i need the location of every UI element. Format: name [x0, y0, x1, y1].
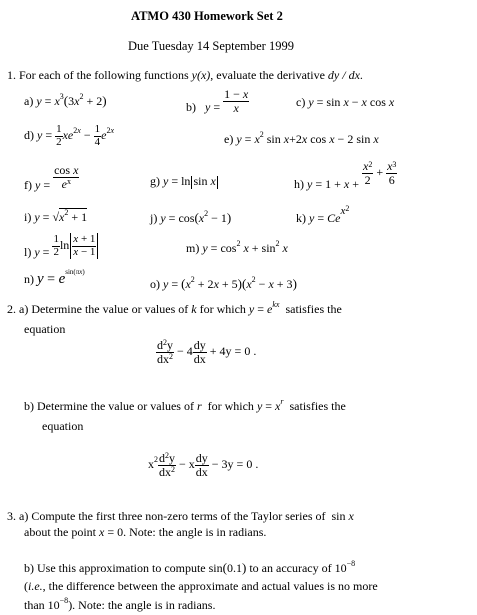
q1-func-symbol: y(x) — [191, 68, 211, 82]
q3a-line2: about the point x = 0. Note: the angle is in radians. — [24, 525, 267, 539]
q2b-text: b) Determine the value or values of r for which $y = x^r$ satisfies the — [24, 397, 346, 413]
q3b-line1-mid: to an accuracy of — [249, 561, 332, 575]
q1-item-l: l) y = $\frac{1}{2}$ ln $\frac{x + 1}{x - 1}$ — [24, 233, 99, 259]
q2a-equation-word: equation — [24, 322, 66, 336]
label-e: e) — [224, 132, 234, 146]
q2a-k: k — [191, 302, 197, 316]
label-j: j) — [150, 211, 158, 225]
label-a: a) — [24, 94, 34, 108]
q2a-text2: for which — [199, 302, 246, 316]
q1-intro: 1. For each of the following functions y(x), evaluate the derivative dy / dx. — [7, 68, 363, 82]
label-g: g) — [150, 174, 160, 188]
q3a-line2-pre: about the point — [24, 525, 96, 539]
q1-item-h: h) y = 1 + x + $\frac{x^2}{2}$ + $\frac{x^3}{6}$ — [294, 159, 397, 191]
q2b-text2: for which — [207, 399, 254, 413]
q3b-line2-text: , the difference between the approximate and actual values is no more — [42, 579, 378, 593]
q3b-line2: (i.e., the difference between the approximate and actual values is no more — [24, 579, 378, 593]
q2b-text1: b) Determine the value or values of — [24, 399, 194, 413]
q1-item-k: k) y = Cex$^2$ — [296, 204, 350, 225]
q3b-line3-post: ). Note: the angle is in radians. — [68, 598, 216, 612]
q1-deriv-symbol: dy / dx — [327, 68, 360, 82]
label-c: c) — [296, 95, 306, 109]
q1-item-i: i) $y = √x^2 + 1$ — [24, 208, 88, 224]
q2b-equation: $x^2$ $\frac{d^2y}{dx^2}$ − x $\frac{dy}{dx}$ − 3y = 0 . — [148, 451, 259, 479]
q1-item-m: m) $y = \cos^2 x + \sin^2 x$ — [186, 239, 288, 255]
q2b-equation-word: equation — [42, 419, 84, 433]
q3b-line3: than $10^{-8}$). Note: the angle is in radians. — [24, 596, 216, 612]
q1-item-f: f) y = $\frac{\text{cos x}}{e^x}$ — [24, 163, 79, 192]
label-k: k) — [296, 211, 306, 225]
label-l: l) — [24, 244, 32, 259]
q2a-text3: satisfies the — [285, 302, 342, 316]
q2b-text3: satisfies the — [289, 399, 346, 413]
q2a-text1: 2. a) Determine the value or values of — [7, 302, 189, 316]
q3b-ie: i.e. — [28, 579, 43, 593]
q3a-text: 3. a) Compute the first three non-zero terms of the Taylor series of — [7, 509, 326, 523]
label-h: h) — [294, 176, 304, 191]
q3b-line3-pre: than — [24, 598, 45, 612]
q1-intro-prefix: 1. For each of the following functions — [7, 68, 189, 82]
label-m: m) — [186, 241, 200, 255]
label-i: i) — [24, 210, 32, 224]
q3a-line2-post: . Note: the angle is in radians. — [123, 525, 267, 539]
due-date: Due Tuesday 14 September 1999 — [128, 39, 294, 53]
q1-item-a: a) $y = x^3(3x^2 + 2)$ — [24, 92, 107, 108]
q1-item-c: c) y = sin x − x cos x — [296, 95, 395, 109]
q2a-text: 2. a) Determine the value or values of k for which $y = e^{kx}$ satisfies the — [7, 300, 342, 316]
q2b-r: r — [196, 399, 202, 413]
q3a-line1: 3. a) Compute the first three non-zero terms of the Taylor series of sin x — [7, 509, 354, 523]
q1-item-j: j) $y = \cos(x^2 - 1)$ — [150, 209, 232, 225]
q3b-line1: b) Use this approximation to compute sin(0.1) to an accuracy of $10^{-8}$ — [24, 559, 356, 575]
q1-item-e: e) $y = x^2$ sin x+2x cos x − 2 sin x — [224, 130, 379, 146]
label-d: d) — [24, 127, 34, 142]
q1-item-b: b) y = $\frac{1 - x}{x}$ — [186, 87, 249, 115]
page-title: ATMO 430 Homework Set 2 — [131, 9, 283, 23]
label-o: o) — [150, 277, 160, 291]
q1-item-g: g) y = ln sin x — [150, 174, 216, 188]
label-b: b) — [186, 99, 196, 114]
q2a-equation: $\frac{d^2y}{dx^2}$ − 4 $\frac{dy}{dx}$ + 4y = 0 . — [157, 338, 257, 366]
q1-item-n: n) $y = e^{sin(\pi x)}$ — [24, 268, 85, 287]
q3b-line1-pre: b) Use this approximation to compute — [24, 561, 206, 575]
q1-item-d: d) y = $\frac{1}{2}$ $xe^{2x}$ − $\frac{1}{4}$ $e^{2x}$ — [24, 123, 114, 148]
q1-intro-mid: , evaluate the derivative — [210, 68, 325, 82]
label-n: n) — [24, 272, 34, 286]
label-f: f) — [24, 177, 32, 192]
q1-item-o: o) $y = (x^2 + 2x + 5)(x^2 - x + 3)$ — [150, 275, 297, 291]
